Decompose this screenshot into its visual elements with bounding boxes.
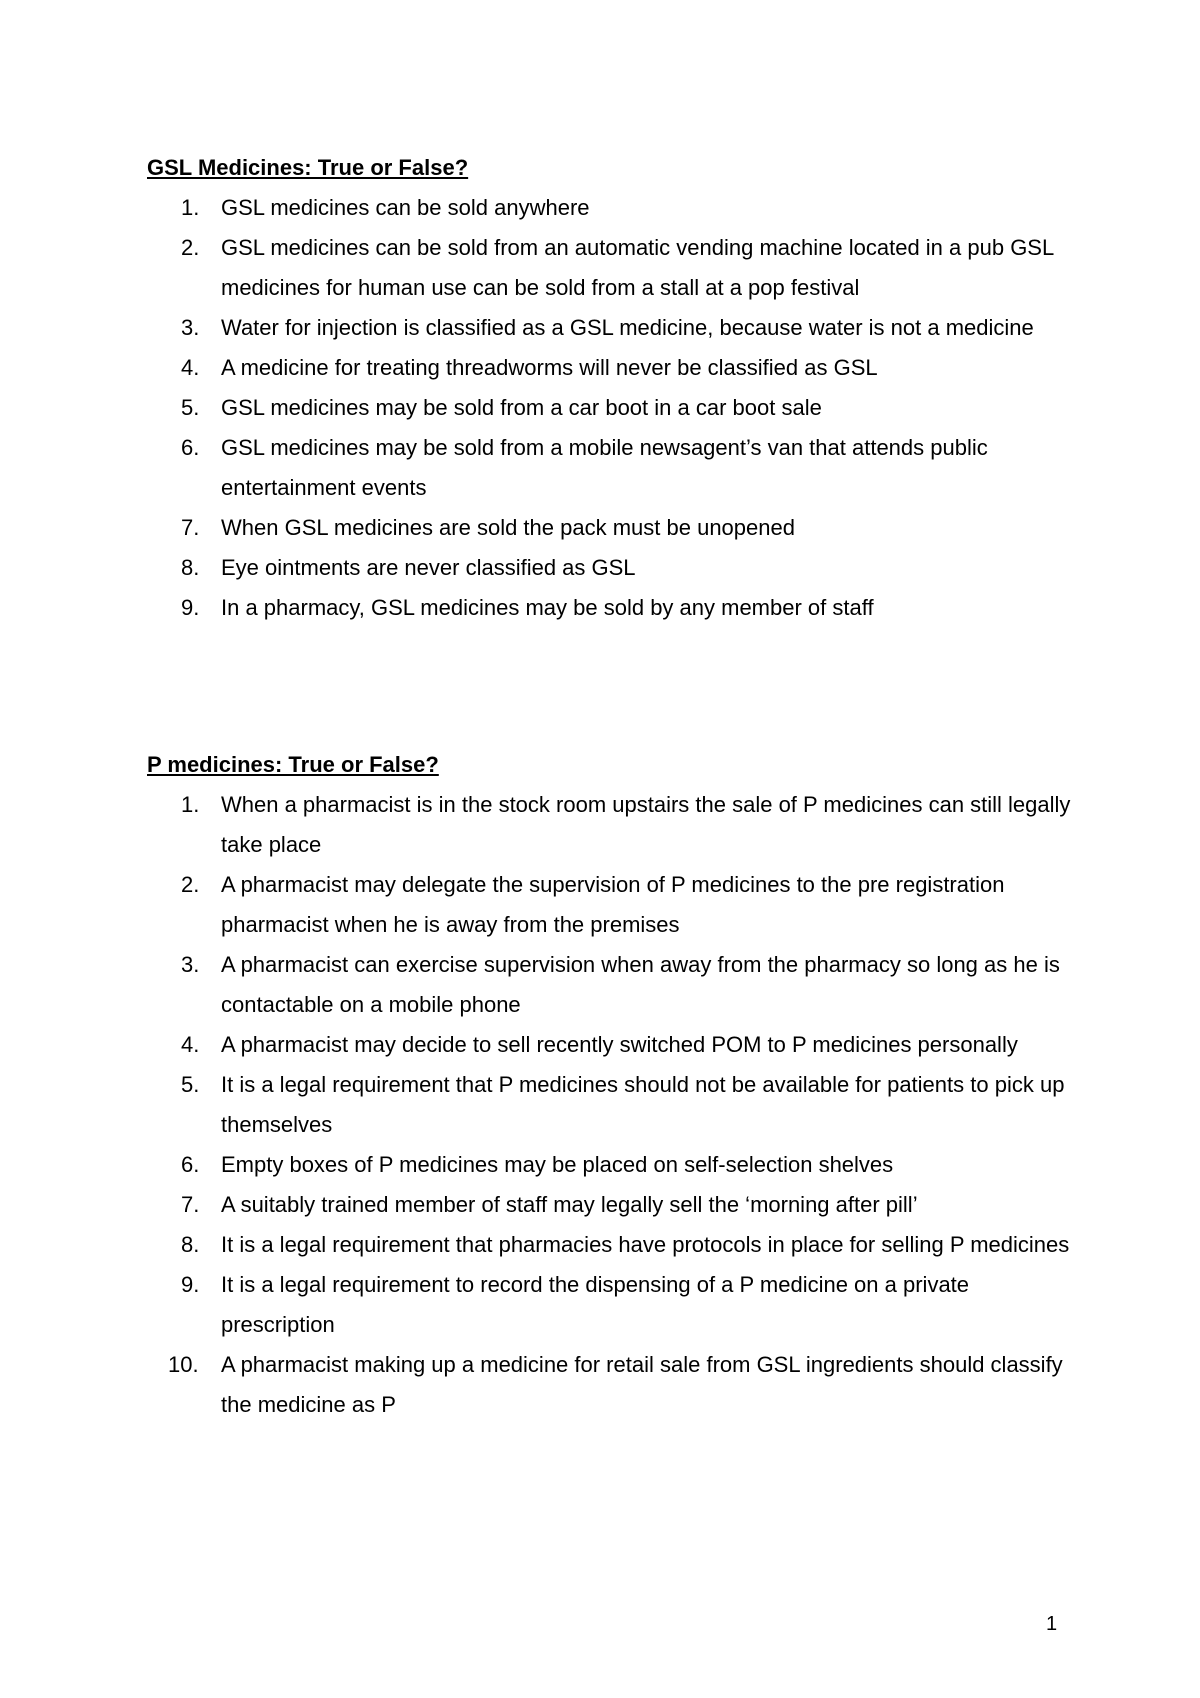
p-question-4 — [147, 1025, 1087, 1065]
question-number: 6. — [181, 1152, 200, 1177]
question-number: 7. — [181, 515, 200, 540]
p-question-1 — [147, 785, 1087, 865]
question-number: 8. — [181, 1232, 200, 1257]
gsl-question-4 — [147, 348, 1087, 388]
gsl-question-5 — [147, 388, 1087, 428]
question-text: GSL medicines may be sold from a car boot in a car boot sale — [221, 395, 822, 420]
question-number: 10. — [168, 1352, 199, 1377]
question-number: 5. — [181, 1072, 200, 1097]
question-number: 3. — [181, 952, 200, 977]
p-question-6 — [147, 1145, 1087, 1185]
p-question-8 — [147, 1225, 1087, 1265]
p-question-3 — [147, 945, 1087, 1025]
question-text: A pharmacist can exercise supervision when away from the pharmacy so long as he is contactable on a mobile phone — [221, 952, 1060, 1017]
gsl-question-6 — [147, 428, 1087, 508]
question-text: GSL medicines can be sold anywhere — [221, 195, 590, 220]
page-number: 1 — [1046, 1613, 1058, 1635]
question-text: Water for injection is classified as a GSL medicine, because water is not a medicine — [221, 315, 1034, 340]
question-number: 6. — [181, 435, 200, 460]
p-question-list — [147, 785, 1087, 1425]
question-text: It is a legal requirement to record the dispensing of a P medicine on a private prescription — [221, 1272, 970, 1337]
question-text: A pharmacist making up a medicine for retail sale from GSL ingredients should classify the medicine as P — [221, 1352, 1063, 1417]
question-text: A pharmacist may delegate the supervision of P medicines to the pre registration pharmacist when he is away from the premises — [221, 872, 1005, 937]
question-text: When a pharmacist is in the stock room upstairs the sale of P medicines can still legally take place — [221, 792, 1071, 857]
gsl-question-7 — [147, 508, 1087, 548]
question-text: GSL medicines can be sold from an automatic vending machine located in a pub GSL medicines for human use can be sold from a stall at a pop festival — [221, 235, 1054, 300]
p-question-10 — [147, 1345, 1087, 1425]
question-number: 1. — [181, 195, 200, 220]
gsl-question-3 — [147, 308, 1087, 348]
p-quiz-section — [147, 745, 1087, 1425]
question-number: 7. — [181, 1192, 200, 1217]
p-question-5 — [147, 1065, 1087, 1145]
question-number: 4. — [181, 1032, 200, 1057]
question-text: A medicine for treating threadworms will never be classified as GSL — [221, 355, 878, 380]
p-question-9 — [147, 1265, 1087, 1345]
question-text: A pharmacist may decide to sell recently switched POM to P medicines personally — [221, 1032, 1018, 1057]
question-text: GSL medicines may be sold from a mobile newsagent’s van that attends public entertainment events — [221, 435, 988, 500]
gsl-question-1 — [147, 188, 1087, 228]
gsl-question-2 — [147, 228, 1087, 308]
question-number: 2. — [181, 235, 200, 260]
question-number: 4. — [181, 355, 200, 380]
question-number: 8. — [181, 555, 200, 580]
question-number: 9. — [181, 595, 200, 620]
question-text: It is a legal requirement that P medicines should not be available for patients to pick up themselves — [221, 1072, 1065, 1137]
gsl-quiz-section — [147, 148, 1087, 628]
question-text: In a pharmacy, GSL medicines may be sold by any member of staff — [221, 595, 874, 620]
question-number: 9. — [181, 1272, 200, 1297]
question-text: A suitably trained member of staff may legally sell the ‘morning after pill’ — [221, 1192, 918, 1217]
gsl-question-9 — [147, 588, 1087, 628]
gsl-question-list — [147, 188, 1087, 628]
p-question-7 — [147, 1185, 1087, 1225]
question-number: 3. — [181, 315, 200, 340]
p-section-title: P medicines: True or False? — [147, 752, 439, 777]
question-number: 1. — [181, 792, 200, 817]
question-number: 5. — [181, 395, 200, 420]
question-text: Empty boxes of P medicines may be placed on self-selection shelves — [221, 1152, 894, 1177]
gsl-question-8 — [147, 548, 1087, 588]
question-number: 2. — [181, 872, 200, 897]
question-text: When GSL medicines are sold the pack must be unopened — [221, 515, 795, 540]
p-question-2 — [147, 865, 1087, 945]
gsl-section-title: GSL Medicines: True or False? — [147, 155, 469, 180]
question-text: Eye ointments are never classified as GSL — [221, 555, 636, 580]
question-text: It is a legal requirement that pharmacies have protocols in place for selling P medicines — [221, 1232, 1070, 1257]
